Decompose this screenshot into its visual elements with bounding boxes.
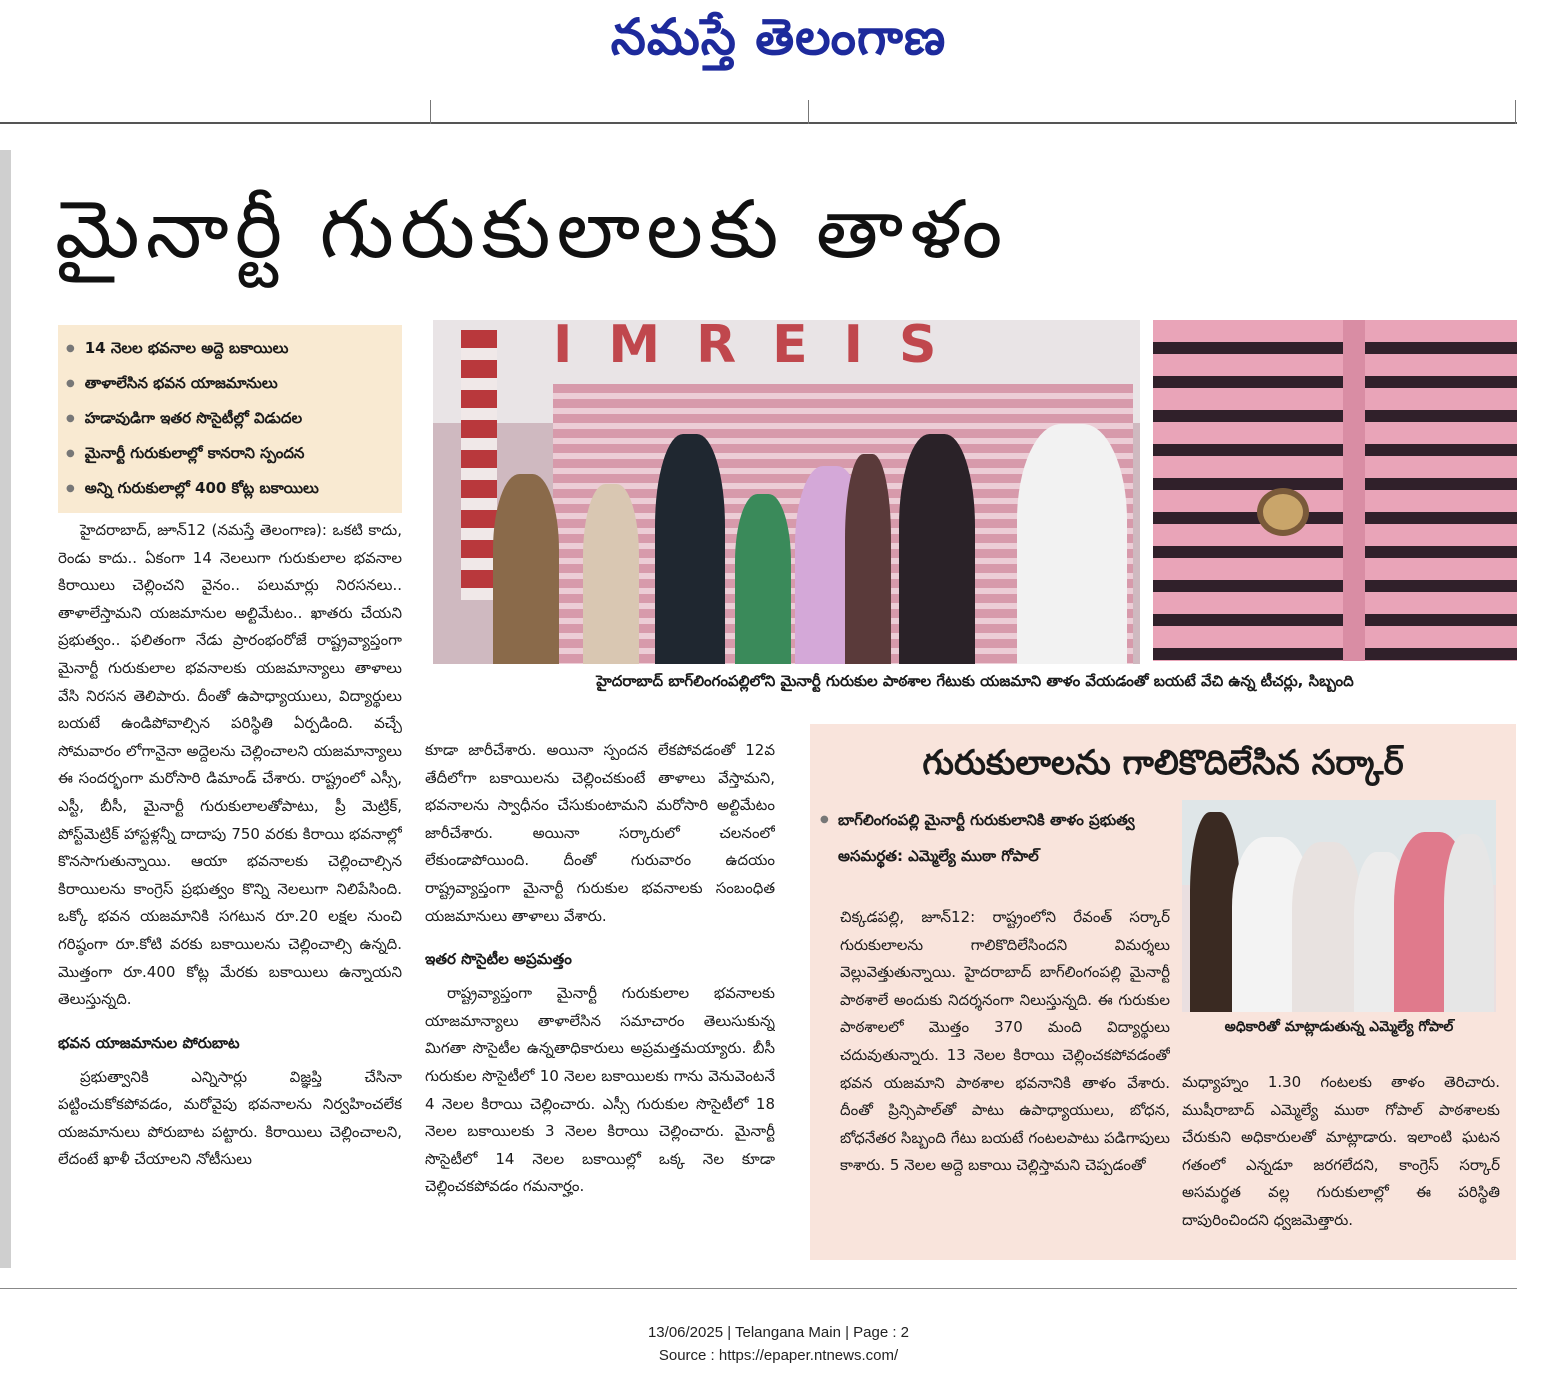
- mla-photo: [1182, 800, 1496, 1012]
- sidebar-story-subhead: ● బాగ్‌లింగంపల్లి మైనార్టీ గురుకులానికి తాళం ప్రభుత్వ అసమర్థత: ఎమ్మెల్యే ముఠా గోపాల్: [838, 802, 1178, 874]
- highlight-item: ● తాళాలేసిన భవన యాజమానులు: [66, 366, 394, 401]
- column-divider: [808, 100, 809, 124]
- school-sign: IMREIS: [553, 320, 973, 375]
- person-figure: [845, 454, 891, 664]
- highlight-item: ● అన్ని గురుకులాల్లో 400 కోట్ల బకాయిలు: [66, 471, 394, 506]
- person-figure: [899, 434, 975, 664]
- mla-photo-caption: అధికారితో మాట్లాడుతున్న ఎమ్మెల్యే గోపాల్: [1224, 1019, 1454, 1035]
- person-figure: [655, 434, 725, 664]
- article-column-1: [58, 517, 402, 1267]
- highlight-item: ● మైనార్టీ గురుకులాల్లో కానరాని స్పందన: [66, 436, 394, 471]
- bottom-rule: [0, 1288, 1517, 1289]
- gate-bars: [1153, 320, 1517, 661]
- top-rule: [0, 122, 1517, 124]
- person-figure: [493, 474, 559, 664]
- locked-gate-photo: [1153, 320, 1517, 661]
- page-edge-bar: [0, 150, 11, 1268]
- person-figure: [1444, 834, 1494, 1012]
- column-divider: [1515, 100, 1516, 124]
- pencil-pillar: [461, 330, 497, 600]
- sidebar-story-title: గురుకులాలను గాలికొదిలేసిన సర్కార్: [922, 743, 1404, 783]
- photo-caption: హైదరాబాద్ బాగ్‌లింగంపల్లిలోని మైనార్టీ గురుకుల పాఠశాల గేటుకు యజమాని తాళం వేయడంతో బయటే వేచి ఉన్న టీచర్లు, సిబ్బంది: [596, 672, 1354, 690]
- masthead-logo: నమస్తే తెలంగాణ: [610, 8, 947, 66]
- footer-date-page: 13/06/2025 | Telangana Main | Page : 2: [647, 1324, 910, 1341]
- gate-post: [1343, 320, 1365, 661]
- column-divider: [430, 100, 431, 124]
- sidebar-story-column-1: చిక్కడపల్లి, జూన్12: రాష్ట్రంలోని రేవంత్ సర్కార్ గురుకులాలను గాలికొదిలేసిందని విమర్శలు వెల్లువెత్తుతున్నాయి. హైదరాబాద్ బాగ్‌లింగంపల్లి మైనార్టీ పాఠశాలే అందుకు నిదర్శనంగా నిలుస్తున్నది. ఈ గురుకుల పాఠశాలలో మొత్తం 370 మంది విద్యార్థులు చదువుతున్నారు. 13 నెలల కిరాయి చెల్లించకపోవడంతో భవన యజమాని పాఠశాల భవనానికి తాళం వేశారు. దీంతో ప్రిన్సిపాల్‌తో పాటు ఉపాధ్యాయులు, బోధన, బోధనేతర సిబ్బంది గేటు బయటే గంటలపాటు పడిగాపులు కాశారు. 5 నెలల అద్దె బకాయి చెల్లిస్తామని చెప్పడంతో: [840, 908, 1170, 1175]
- person-figure: [1017, 424, 1127, 664]
- padlock-icon: [1257, 488, 1309, 536]
- highlights-box: [58, 325, 402, 513]
- highlight-item: ● హడావుడిగా ఇతర సొసైటీల్లో విడుదల: [66, 401, 394, 436]
- person-figure: [583, 484, 639, 664]
- article-subhead: భవన యాజమానుల పోరుబాట: [58, 1033, 240, 1052]
- school-gate-photo: [433, 320, 1140, 664]
- person-figure: [1292, 842, 1362, 1012]
- article-paragraph: రాష్ట్రవ్యాప్తంగా మైనార్టీ గురుకులాల భవనాలకు యాజమాన్యాలు తాళాలేసిన సమాచారం తెలుసుకున్న మిగతా సొసైటీల ఉన్నతాధికారులు అప్రమత్తమయ్యారు. బీసీ గురుకుల సొసైటీలో 10 నెలల బకాయిలకు గాను వెనువెంటనే 4 నెలల కిరాయి చెల్లించారు. ఎస్సీ గురుకుల సొసైటీలో 18 నెలల బకాయిలకు 3 నెలల కిరాయి చెల్లించారు. మైనార్టీ సొసైటీలో 14 నెలల బకాయిల్లో ఒక్క నెల కూడా చెల్లించకపోవడం గమనార్హం.: [425, 984, 775, 1196]
- footer-source: Source : https://epaper.ntnews.com/: [658, 1347, 899, 1364]
- person-figure: [735, 494, 791, 664]
- article-paragraph: హైదరాబాద్, జూన్12 (నమస్తే తెలంగాణ): ఒకటి కాదు, రెండు కాదు.. ఏకంగా 14 నెలలుగా గురుకులాల భవనాల కిరాయిలు చెల్లించని వైనం.. పలుమార్లు నిరసనలు.. తాళాలేస్తామని యజమానుల అల్టిమేటం.. ఖాతరు చేయని ప్రభుత్వం.. ఫలితంగా నేడు ప్రారంభంరోజే రాష్ట్రవ్యాప్తంగా మైనార్టీ గురుకులాల భవనాలకు యజమాన్యాలు తాళాలు వేసి నిరసన తెలిపారు. దీంతో ఉపాధ్యాయులు, విద్యార్థులు బయటే ఉండిపోవాల్సిన పరిస్థితి ఏర్పడింది. వచ్చే సోమవారం లోగానైనా అద్దెలను చెల్లించాలని యజమాన్యాలు ఈ సందర్భంగా మరోసారి డిమాండ్ చేశారు. రాష్ట్రంలో ఎస్సీ, ఎస్టీ, బీసీ, మైనార్టీ గురుకులాలతోపాటు, ప్రీ మెట్రిక్, పోస్ట్‌మెట్రిక్ హాస్టళ్లన్నీ దాదాపు 750 వరకు కిరాయి భవనాల్లో కొనసాగుతున్నాయి. ఆయా భవనాలకు చెల్లించాల్సిన కిరాయిలను కాంగ్రెస్ ప్రభుత్వం కొన్ని నెలలుగా నిలిపేసింది. ఒక్కో భవన యజమానికి సగటున రూ.20 లక్షల నుంచి గరిష్ఠంగా రూ.కోటి వరకు బకాయిలను చెల్లించాల్సి ఉన్నది. మొత్తంగా రూ.400 కోట్ల మేరకు బకాయిలు ఉన్నాయని తెలుస్తున్నది.: [58, 521, 402, 1009]
- headline: మైనార్టీ గురుకులాలకు తాళం: [55, 183, 1009, 276]
- article-subhead: ఇతర సొసైటీల అప్రమత్తం: [425, 950, 572, 969]
- highlight-item: ● 14 నెలల భవనాల అద్దె బకాయిలు: [66, 331, 394, 366]
- article-column-2: [425, 737, 775, 1267]
- sidebar-story-column-2: మధ్యాహ్నం 1.30 గంటలకు తాళం తెరిచారు. ముషీరాబాద్ ఎమ్మెల్యే ముఠా గోపాల్ పాఠశాలకు చేరుకుని అధికారులతో మాట్లాడారు. ఇలాంటి ఘటన గతంలో ఎన్నడూ జరగలేదని, కాంగ్రెస్ సర్కార్ అసమర్థత వల్ల గురుకులాల్లో ఈ పరిస్థితి దాపురించిందని ధ్వజమెత్తారు.: [1182, 1073, 1500, 1229]
- article-paragraph: కూడా జారీచేశారు. అయినా స్పందన లేకపోవడంతో 12వ తేదీలోగా బకాయిలను చెల్లించకుంటే తాళాలు వేస్తామని, భవనాలను స్వాధీనం చేసుకుంటామని మరోసారి అల్టిమేటం జారీచేశారు. అయినా సర్కారులో చలనంలో లేకుండాపోయింది. దీంతో గురువారం ఉదయం రాష్ట్రవ్యాప్తంగా మైనార్టీ గురుకుల భవనాలకు సంబంధిత యజమానులు తాళాలు వేశారు.: [425, 741, 775, 925]
- article-paragraph: ప్రభుత్వానికి ఎన్నిసార్లు విజ్ఞప్తి చేసినా పట్టించుకోకపోవడం, మరోవైపు భవనాలను నిర్వహించలేక యజమానులు పోరుబాట పట్టారు. కిరాయిలు చెల్లించాలని, లేదంటే ఖాళీ చేయాలని నోటీసులు: [58, 1067, 402, 1169]
